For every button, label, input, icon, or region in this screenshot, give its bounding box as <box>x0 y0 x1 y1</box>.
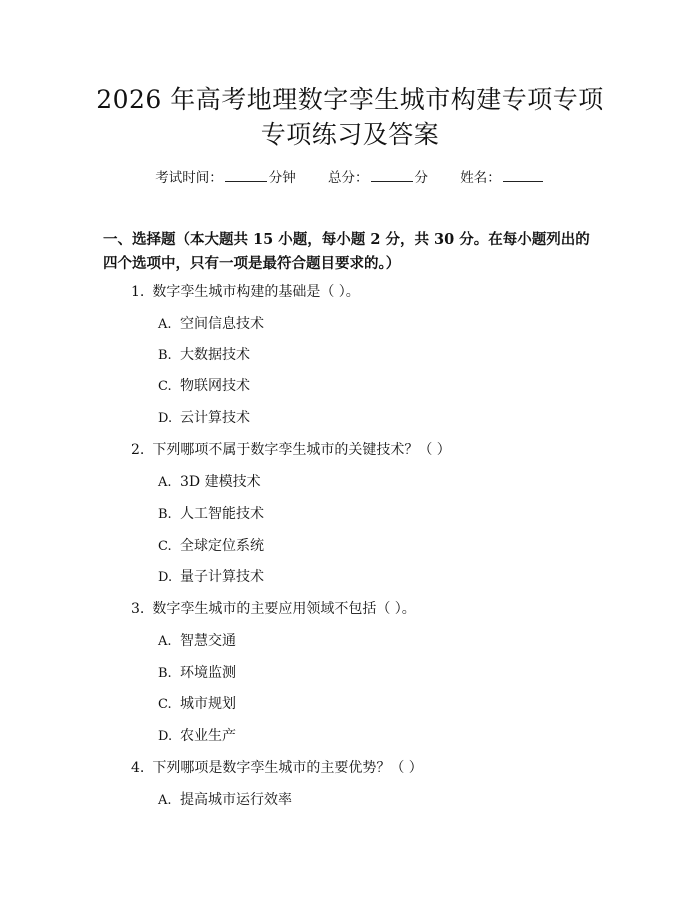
option-letter: D. <box>158 570 173 585</box>
time-label: 考试时间： <box>155 170 223 186</box>
option-text: 物联网技术 <box>180 378 250 394</box>
option-letter: C. <box>158 379 172 394</box>
score-unit: 分 <box>414 170 428 186</box>
option-letter: A. <box>158 317 172 332</box>
option-text: 提高城市运行效率 <box>180 792 292 808</box>
question-number: 1. <box>131 284 145 300</box>
question-1 <box>131 282 360 302</box>
question-3 <box>131 599 416 619</box>
option-text: 城市规划 <box>180 696 236 712</box>
option-letter: D. <box>158 411 173 426</box>
question-number: 4. <box>131 760 145 776</box>
section-heading: 一、选择题（本大题共 15 小题，每小题 2 分，共 30 分。在每小题列出的四个选项中，只有一项是最符合题目要求的。） <box>103 231 590 272</box>
time-field <box>155 170 300 186</box>
option-text: 量子计算技术 <box>180 569 264 585</box>
question-number: 2. <box>131 442 145 458</box>
option-text: 3D 建模技术 <box>180 474 261 490</box>
question-number: 3. <box>131 601 145 617</box>
q3-option-b <box>158 663 236 684</box>
option-text: 智慧交通 <box>180 633 236 649</box>
option-letter: C. <box>158 539 172 554</box>
option-text: 大数据技术 <box>180 347 250 363</box>
option-letter: B. <box>158 507 172 522</box>
option-letter: A. <box>158 634 172 649</box>
q3-option-c <box>158 694 236 715</box>
option-text: 农业生产 <box>180 728 236 744</box>
exam-info-bar <box>0 168 700 188</box>
q2-option-d <box>158 567 264 588</box>
q1-option-b <box>158 345 250 366</box>
q1-option-c <box>158 376 250 397</box>
option-text: 云计算技术 <box>180 410 250 426</box>
name-field <box>460 170 545 186</box>
question-text: 数字孪生城市的主要应用领域不包括（ ）。 <box>152 601 416 617</box>
score-blank <box>371 169 413 182</box>
time-blank <box>225 169 267 182</box>
q3-option-d <box>158 726 236 747</box>
q1-option-a <box>158 314 264 335</box>
option-text: 全球定位系统 <box>180 538 264 554</box>
question-2 <box>131 440 451 460</box>
q3-option-a <box>158 631 236 652</box>
question-text: 下列哪项是数字孪生城市的主要优势？（ ） <box>152 760 423 776</box>
option-letter: B. <box>158 348 172 363</box>
name-label: 姓名： <box>460 170 501 186</box>
option-letter: A. <box>158 475 172 490</box>
q2-option-c <box>158 536 264 557</box>
option-letter: A. <box>158 793 172 808</box>
name-blank <box>503 169 543 182</box>
score-field <box>328 170 432 186</box>
option-text: 环境监测 <box>180 665 236 681</box>
question-4 <box>131 758 423 778</box>
page-title-line-2: 专项练习及答案 <box>260 120 440 149</box>
option-letter: C. <box>158 697 172 712</box>
q2-option-a <box>158 472 261 493</box>
time-unit: 分钟 <box>268 170 296 186</box>
score-label: 总分： <box>328 170 369 186</box>
option-text: 空间信息技术 <box>180 316 264 332</box>
page-title-line-1: 2026 年高考地理数字孪生城市构建专项专项 <box>96 85 604 114</box>
q1-option-d <box>158 408 250 429</box>
option-text: 人工智能技术 <box>180 506 264 522</box>
q2-option-b <box>158 504 264 525</box>
question-text: 数字孪生城市构建的基础是（ ）。 <box>152 284 360 300</box>
question-text: 下列哪项不属于数字孪生城市的关键技术？（ ） <box>152 442 451 458</box>
option-letter: B. <box>158 666 172 681</box>
option-letter: D. <box>158 729 173 744</box>
q4-option-a <box>158 790 292 811</box>
